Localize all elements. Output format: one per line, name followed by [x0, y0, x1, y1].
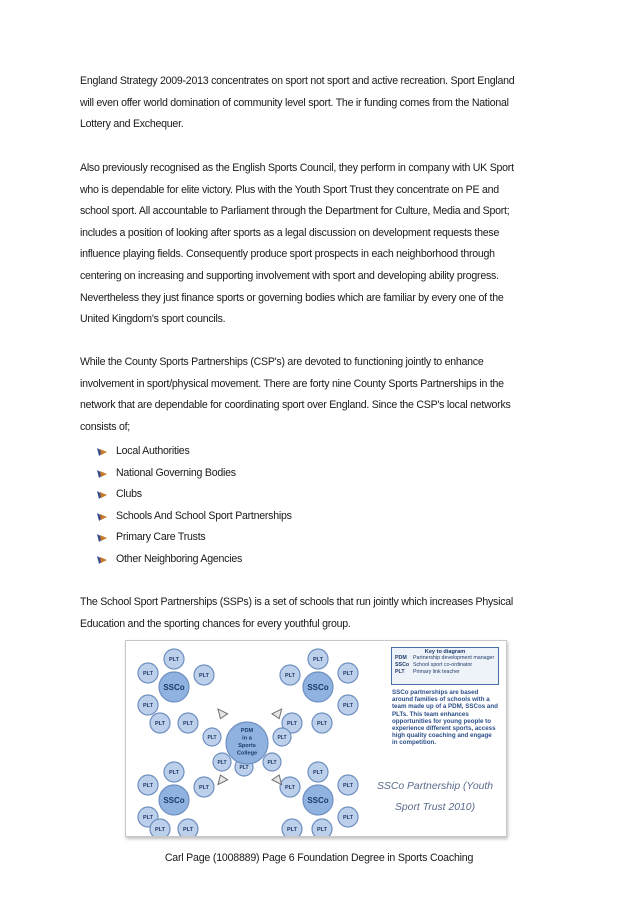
plt-label: PLT — [143, 815, 153, 821]
link-arrow-icon — [218, 775, 228, 785]
text-line: Also previously recognised as the English Sports Council, they perform in company with UK Sport — [80, 162, 514, 174]
plt-label: PLT — [207, 735, 217, 741]
key-abbr: PDM — [395, 655, 407, 661]
link-arrow-icon — [272, 709, 282, 719]
text-line: United Kingdom's sport councils. — [80, 313, 226, 326]
key-row — [395, 662, 495, 669]
pdm-label: in a — [242, 735, 252, 742]
key-title: Key to diagram — [424, 649, 466, 655]
plt-label: PLT — [169, 657, 179, 663]
plt-label: PLT — [317, 827, 327, 833]
text-line: While the County Sports Partnerships (CSP's) are devoted to functioning jointly to enhance — [80, 356, 484, 368]
ssco-label: SSCo — [307, 683, 329, 692]
plt-label: PLT — [267, 760, 277, 766]
plt-label: PLT — [199, 673, 209, 679]
arrow-bullet-icon — [96, 554, 108, 565]
list-item-label: Other Neighboring Agencies — [116, 552, 243, 565]
list-item-label: Local Authorities — [116, 445, 190, 457]
text-line: will even offer world domination of community level sport. The ir funding comes from the National — [80, 96, 509, 109]
list-item-label: Schools And School Sport Partnerships — [116, 509, 292, 522]
key-row — [395, 655, 495, 662]
diagram-description: SSCo partnerships are based around families of schools with a team made up of a PDM, SSCos and PLTs. This team enhances opportunities for young people to experience different sports, access high quality coaching and engage in competition. — [392, 689, 498, 747]
plt-label: PLT — [143, 671, 153, 677]
arrow-bullet-icon — [96, 446, 108, 457]
key-text: School sport co-ordinator — [413, 662, 473, 668]
key-row — [395, 669, 495, 676]
plt-label: PLT — [277, 735, 287, 741]
plt-label: PLT — [287, 721, 297, 727]
paragraph-county-sports-partnerships — [80, 352, 564, 438]
plt-label: PLT — [143, 703, 153, 709]
plt-label: PLT — [155, 827, 165, 833]
text-line: The School Sport Partnerships (SSPs) is a set of schools that run jointly which increases Physical — [80, 596, 514, 608]
plt-label: PLT — [217, 760, 227, 766]
text-line: who is dependable for elite victory. Plus with the Youth Sport Trust they concentrate on PE and — [80, 183, 499, 196]
plt-label: PLT — [313, 770, 323, 776]
page-footer: Carl Page (1008889) Page 6 Foundation Degree in Sports Coaching — [164, 852, 474, 864]
key-text: Partnership development manager — [413, 655, 495, 661]
plt-label: PLT — [239, 765, 249, 771]
list-item — [96, 463, 292, 485]
text-line: centering on increasing and supporting involvement with sport and developing ability progress. — [80, 269, 499, 282]
ssco-label: SSCo — [163, 796, 185, 805]
plt-label: PLT — [183, 827, 193, 833]
list-item — [96, 441, 292, 463]
text-line: school sport. All accountable to Parliament through the Department for Culture, Media and Sport; — [80, 205, 510, 218]
text-line: includes a position of looking after sports as a legal discussion on development requests these — [80, 226, 500, 239]
text-line: Education and the sporting chances for every youthful group. — [80, 617, 351, 630]
figure-caption: SSCo Partnership (Youth Sport Trust 2010) — [376, 781, 494, 813]
paragraph-england-strategy — [80, 71, 564, 136]
link-arrow-icon — [218, 709, 228, 719]
plt-label: PLT — [143, 783, 153, 789]
key-abbr: SSCo — [395, 662, 410, 668]
text-line: consists of; — [80, 420, 130, 433]
link-arrow-icon — [272, 775, 282, 785]
list-item — [96, 484, 292, 506]
arrow-bullet-icon — [96, 511, 108, 522]
plt-label: PLT — [287, 827, 297, 833]
ssco-label: SSCo — [307, 796, 329, 805]
plt-label: PLT — [199, 785, 209, 791]
csp-network-list — [96, 441, 292, 571]
text-line: influence playing fields. Consequently produce sport prospects in each neighborhood through — [80, 248, 495, 261]
diagram-key — [391, 647, 499, 685]
paragraph-english-sports-council — [80, 158, 564, 331]
ssco-partnership-diagram — [125, 640, 507, 837]
text-line: Nevertheless they just finance sports or governing bodies which are familiar by every one of the — [80, 291, 504, 304]
list-item-label: Primary Care Trusts — [116, 531, 206, 544]
arrow-bullet-icon — [96, 489, 108, 500]
list-item — [96, 506, 292, 528]
plt-label: PLT — [285, 785, 295, 791]
pdm-label: Sports — [238, 743, 256, 749]
diagram-canvas — [126, 641, 388, 836]
plt-label: PLT — [343, 815, 353, 821]
list-item-label: National Governing Bodies — [116, 466, 236, 479]
arrow-bullet-icon — [96, 532, 108, 543]
text-line: involvement in sport/physical movement. There are forty nine County Sports Partnerships in the — [80, 377, 504, 390]
paragraph-school-sport-partnerships — [80, 592, 564, 635]
pdm-label: PDM — [240, 728, 254, 734]
list-item — [96, 527, 292, 549]
plt-label: PLT — [343, 703, 353, 709]
plt-label: PLT — [183, 721, 193, 727]
plt-label: PLT — [343, 783, 353, 789]
text-line: network that are dependable for coordinating sport over England. Since the CSP's local networks — [80, 399, 511, 412]
plt-label: PLT — [313, 657, 323, 663]
arrow-bullet-icon — [96, 468, 108, 479]
key-text: Primary link teacher — [413, 669, 460, 675]
text-line: Lottery and Exchequer. — [80, 118, 184, 131]
text-line: England Strategy 2009-2013 concentrates on sport not sport and active recreation. Sport England — [80, 75, 515, 87]
list-item-label: Clubs — [116, 488, 142, 501]
ssco-label: SSCo — [163, 683, 185, 692]
list-item — [96, 549, 292, 571]
plt-label: PLT — [169, 770, 179, 776]
plt-label: PLT — [343, 671, 353, 677]
plt-label: PLT — [285, 673, 295, 679]
plt-label: PLT — [155, 721, 165, 727]
key-abbr: PLT — [395, 669, 405, 675]
plt-label: PLT — [317, 721, 327, 727]
pdm-label: College — [236, 750, 258, 757]
